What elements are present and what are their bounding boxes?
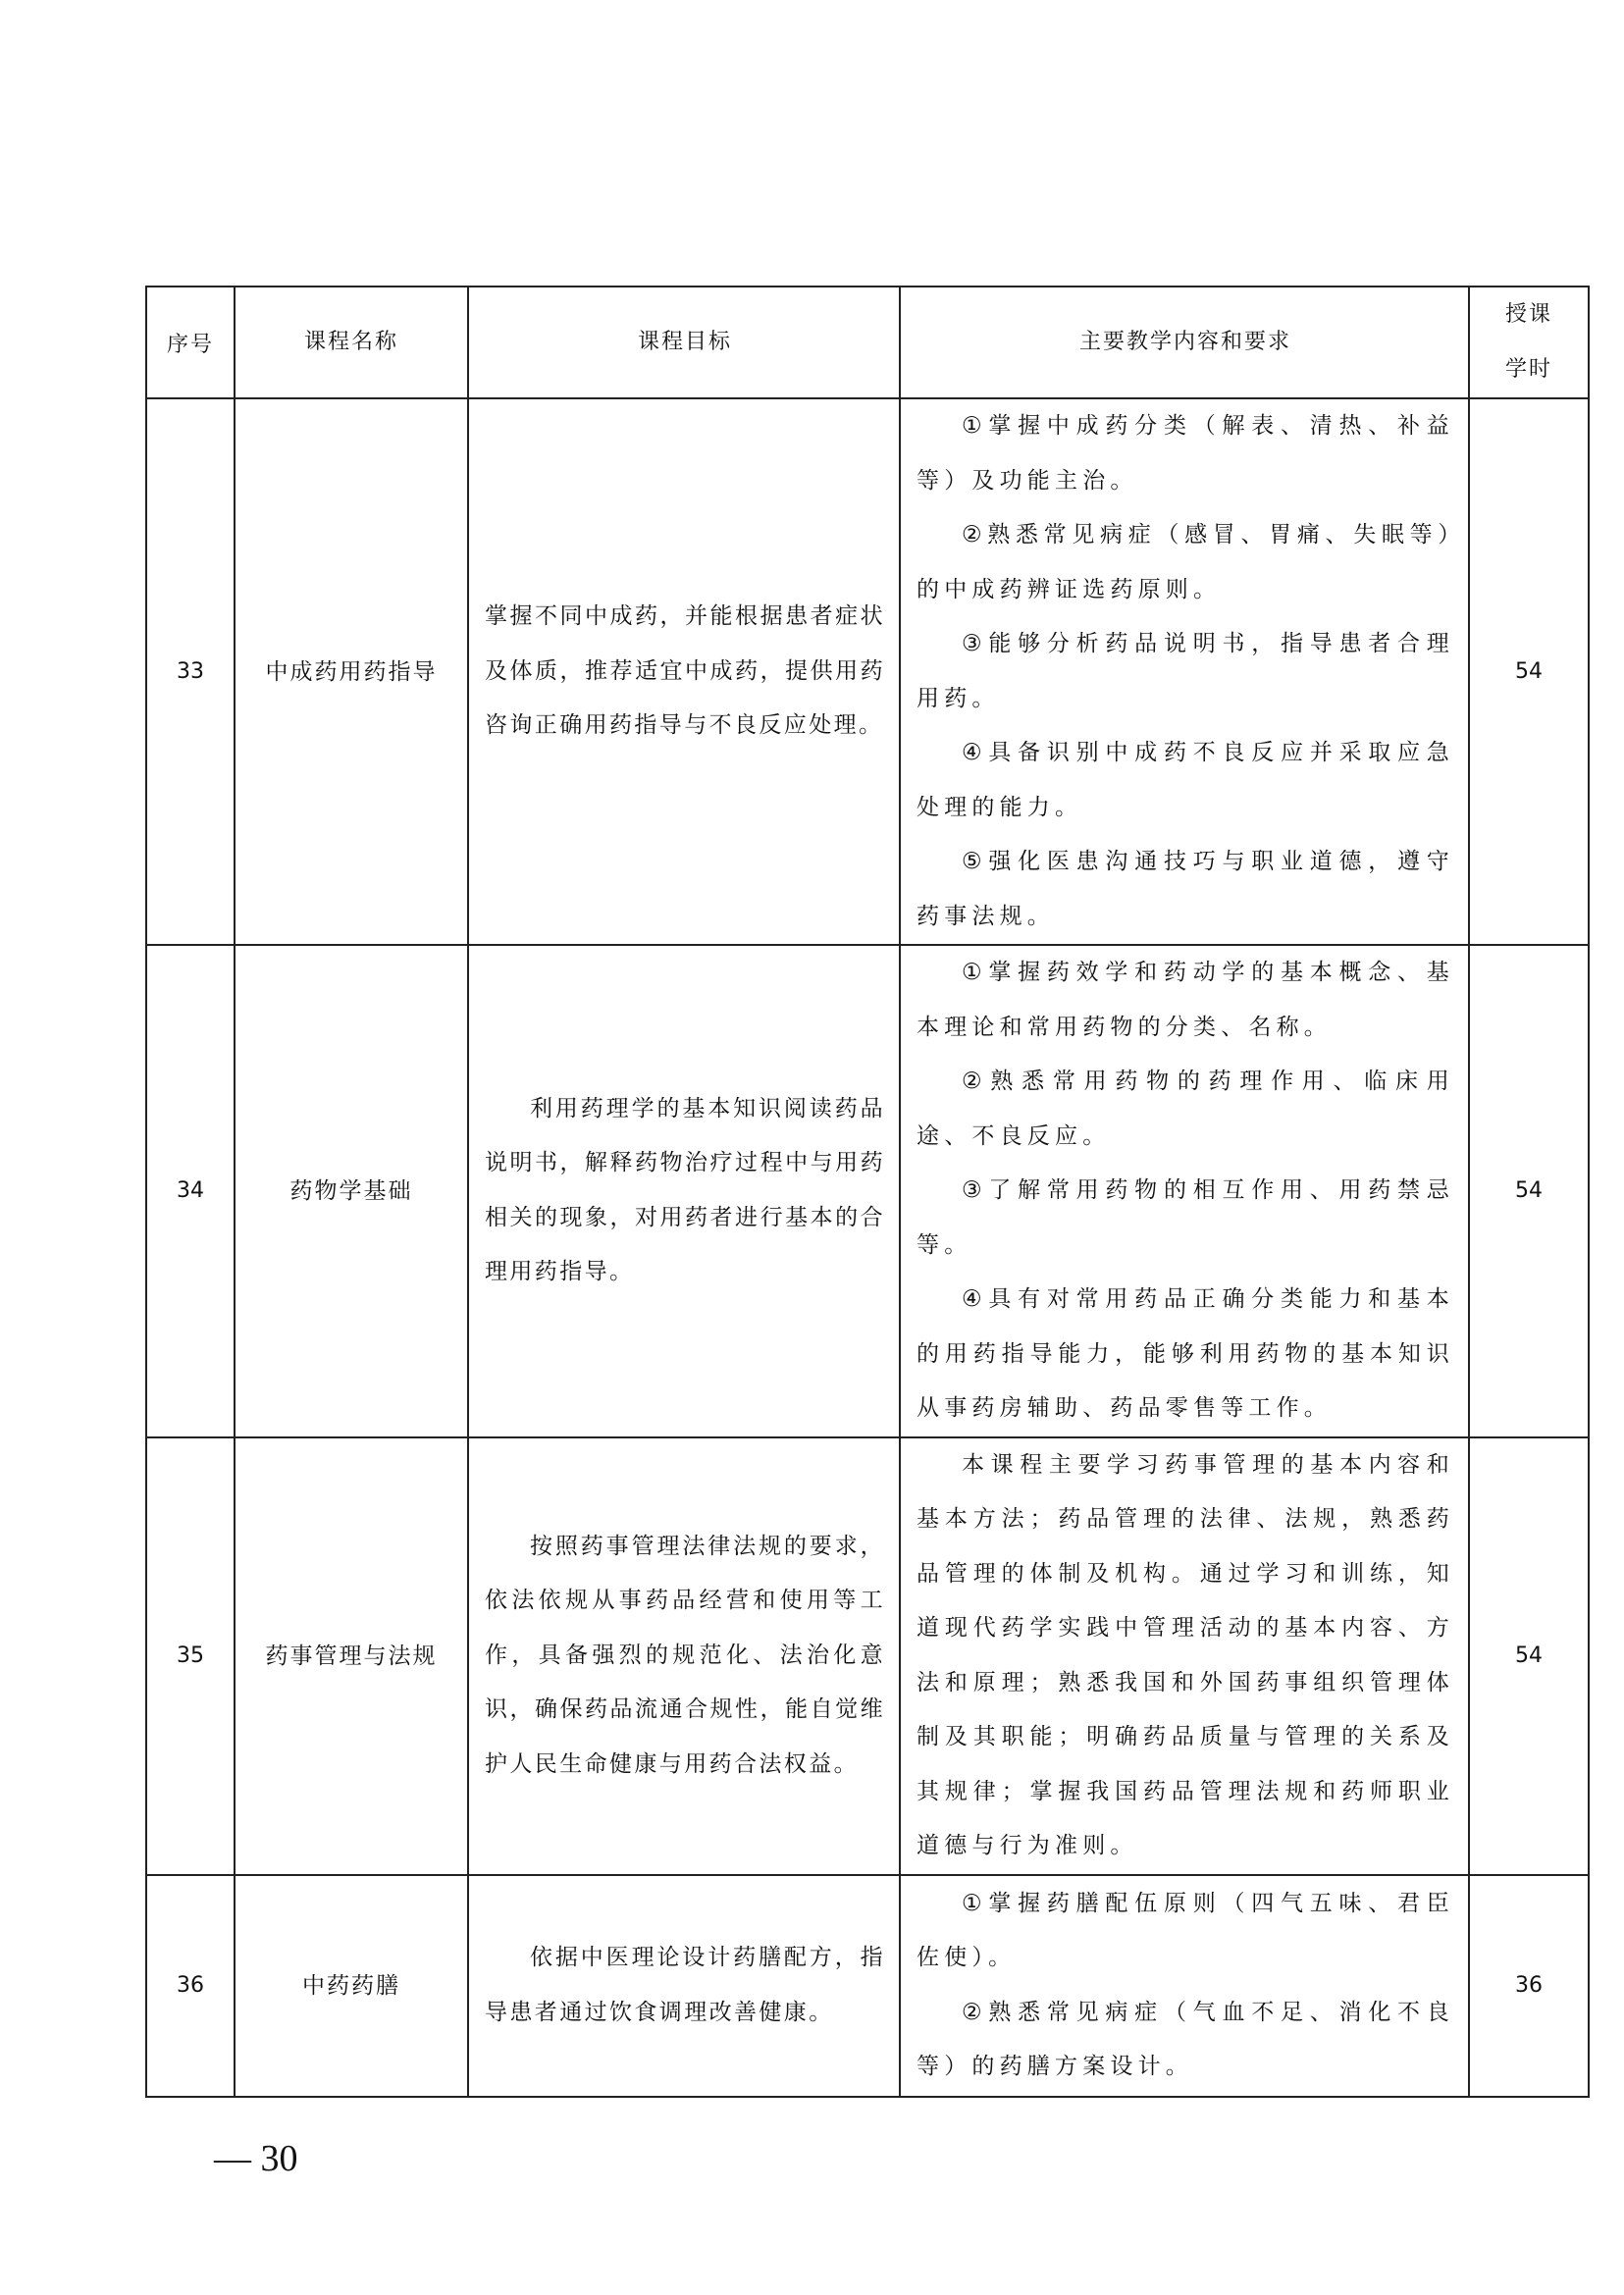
table-row [146,398,1589,945]
content-item: 本课程主要学习药事管理的基本内容和基本方法；药品管理的法律、法规，熟悉药品管理的体制及机构。通过学习和训练，知道现代药学实践中管理活动的基本内容、方法和原理；熟悉我国和外国药事组织管理体制及其职能；明确药品质量与管理的关系及其规律；掌握我国药品管理法规和药师职业道德与行为准则。 [917,1451,1454,1858]
table-header-row [146,287,1589,398]
content-item: ①掌握药效学和药动学的基本概念、基本理论和常用药物的分类、名称。 [917,960,1454,1040]
row-course-name: 中成药用药指导 [235,398,468,945]
content-item: ②熟悉常见病症（感冒、胃痛、失眠等）的中成药辨证选药原则。 [917,522,1454,602]
table-row [146,1437,1589,1875]
row-hours: 54 [1469,1437,1589,1875]
content-item: ⑤强化医患沟通技巧与职业道德，遵守药事法规。 [917,849,1454,929]
goal-text: 依据中医理论设计药膳配方，指导患者通过饮食调理改善健康。 [485,1945,885,2025]
row-course-name: 药事管理与法规 [235,1437,468,1875]
goal-text: 按照药事管理法律法规的要求，依法依规从事药品经营和使用等工作，具备强烈的规范化、法治化意识，确保药品流通合规性，能自觉维护人民生命健康与用药合法权益。 [485,1533,885,1777]
row-index: 36 [146,1875,235,2097]
goal-text: 利用药理学的基本知识阅读药品说明书，解释药物治疗过程中与用药相关的现象，对用药者进行基本的合理用药指导。 [485,1095,885,1285]
row-course-name: 药物学基础 [235,945,468,1437]
header-index: 序号 [146,287,235,398]
row-index: 34 [146,945,235,1437]
header-hours [1469,287,1589,398]
content-item: ③能够分析药品说明书，指导患者合理用药。 [917,631,1454,711]
table-row [146,945,1589,1437]
row-course-content [900,1875,1469,2097]
header-course-name: 课程名称 [235,287,468,398]
header-hours-line2: 学时 [1504,357,1552,382]
header-course-content: 主要教学内容和要求 [900,287,1469,398]
row-index: 35 [146,1437,235,1875]
content-item: ②熟悉常用药物的药理作用、临床用途、不良反应。 [917,1069,1454,1149]
table-row [146,1875,1589,2097]
content-item: ③了解常用药物的相互作用、用药禁忌等。 [917,1177,1454,1258]
goal-text: 掌握不同中成药，并能根据患者症状及体质，推荐适宜中成药，提供用药咨询正确用药指导与不良反应处理。 [485,603,885,739]
header-hours-line1: 授课 [1504,302,1552,327]
content-item: ①掌握中成药分类（解表、清热、补益等）及功能主治。 [917,413,1454,494]
content-item: ④具有对常用药品正确分类能力和基本的用药指导能力，能够利用药物的基本知识从事药房辅助、药品零售等工作。 [917,1286,1454,1421]
course-table [145,286,1590,2098]
row-course-goal [468,1875,900,2097]
content-item: ①掌握药膳配伍原则（四气五味、君臣佐使）。 [917,1890,1454,1970]
content-item: ④具备识别中成药不良反应并采取应急处理的能力。 [917,740,1454,820]
row-course-goal [468,398,900,945]
header-course-goal: 课程目标 [468,287,900,398]
content-item: ②熟悉常见病症（气血不足、消化不良等）的药膳方案设计。 [917,1999,1454,2079]
row-course-goal [468,945,900,1437]
row-hours: 54 [1469,398,1589,945]
page-number: — 30 [214,2138,298,2179]
row-course-goal [468,1437,900,1875]
row-course-content [900,398,1469,945]
row-hours: 54 [1469,945,1589,1437]
row-course-content [900,1437,1469,1875]
row-course-content [900,945,1469,1437]
row-course-name: 中药药膳 [235,1875,468,2097]
row-index: 33 [146,398,235,945]
row-hours: 36 [1469,1875,1589,2097]
